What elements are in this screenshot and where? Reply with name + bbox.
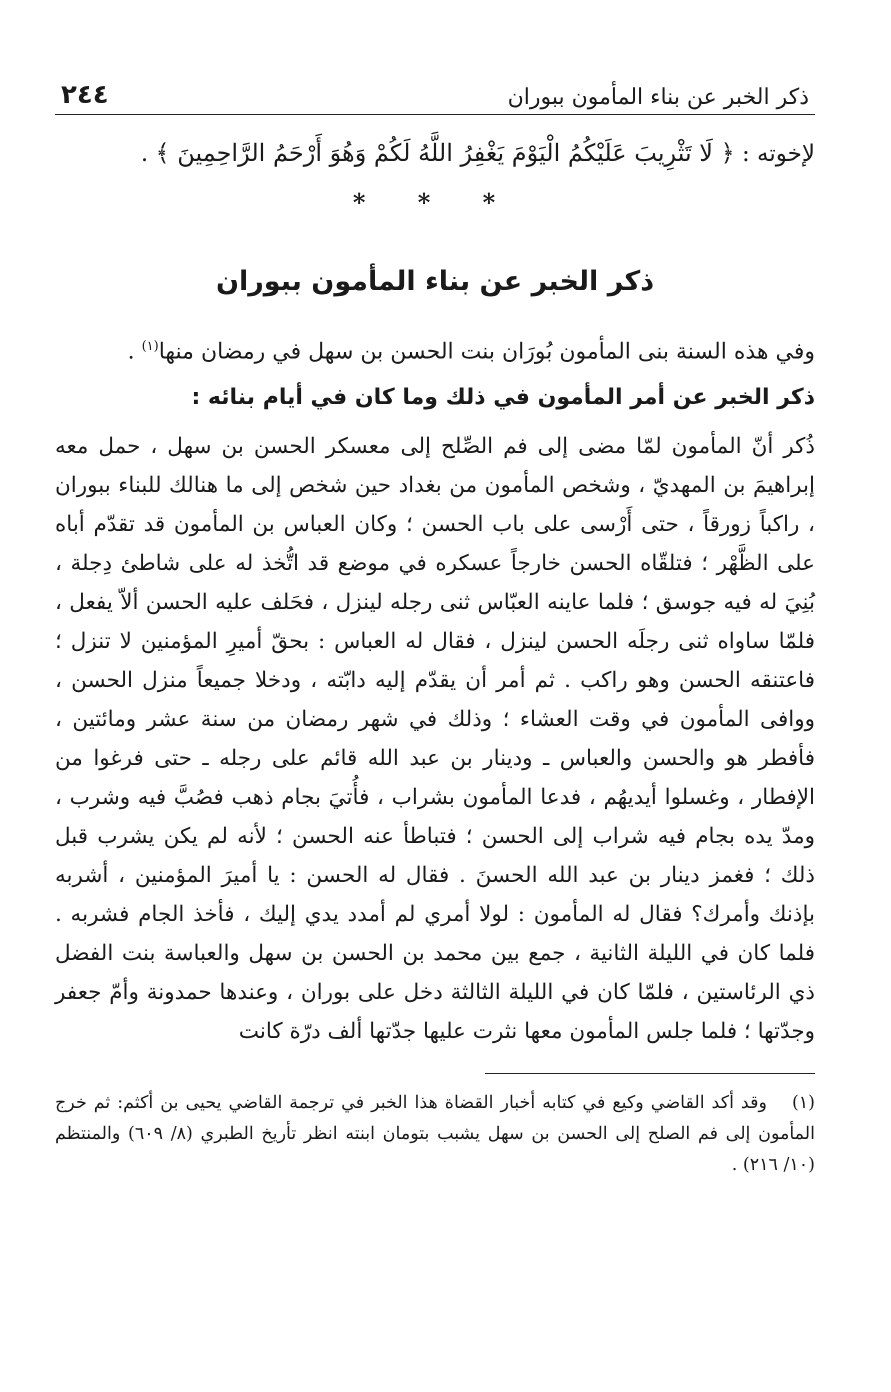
footnote-marker: (١) bbox=[141, 339, 159, 354]
verse-end: . bbox=[140, 141, 149, 167]
quran-verse-line bbox=[55, 133, 815, 174]
running-title: ذكر الخبر عن بناء المأمون ببوران bbox=[507, 85, 809, 110]
footnote-divider bbox=[485, 1073, 815, 1074]
intro-text: وفي هذه السنة بنى المأمون بُورَان بنت الحسن بن سهل في رمضان منها bbox=[158, 339, 815, 365]
book-page bbox=[55, 60, 815, 1181]
footnote-text: وقد أكد القاضي وكيع في كتابه أخبار القضاة هذا الخبر في ترجمة القاضي يحيى بن أكثم: ثم خرج المأمون إلى فم الصلح إلى الحسن بن سهل يشبب بتومان ابنته انظر تأريخ الطبري (٨/ ٦٠٩) والمنتظم (١٠/ ٢١٦) . bbox=[55, 1093, 815, 1176]
intro-paragraph bbox=[55, 326, 815, 373]
body-paragraph: ذُكر أنّ المأمون لمّا مضى إلى فم الصِّلح إلى معسكر الحسن بن سهل ، حمل معه إبراهيمَ بن المهديّ ، وشخص المأمون من بغداد حين شخص إلى ما هنالك للبناء ببوران ، راكباً زورقاً ، حتى أَرْسى على باب الحسن ؛ وكان العباس بن المأمون قد تقدّم أباه على الظَّهْر ؛ فتلقّاه الحسن خارجاً عسكره في موضع قد اتُّخذ له على شاطئ دِجلة ، بُنِيَ له فيه جوسق ؛ فلما عاينه العبّاس ثنى رجله لينزل ، فحَلف عليه الحسن ألاّ يفعل ، فلمّا ساواه ثنى رجلَه الحسن لينزل ، فقال له العباس : بحقّ أميرِ المؤمنين لا تنزل ؛ فاعتنقه الحسن وهو راكب . ثم أمر أن يقدّم إليه دابّته ، ودخلا جميعاً منزل الحسن ، ووافى المأمون في وقت العشاء ؛ وذلك في شهر رمضان من سنة عشر ومائتين ، فأفطر هو والحسن والعباس ـ ودينار بن عبد الله قائم على رجله ـ حتى فرغوا من الإفطار ، وغسلوا أيديهُم ، فدعا المأمون بشراب ، فأُتيَ بجام ذهب فصُبَّ فيه وشرب ، ومدّ يده بجام فيه شراب إلى الحسن ؛ فتباطأ عنه الحسن ؛ لأنه لم يكن يشرب قبل ذلك ؛ فغمز دينار بن عبد الله الحسنَ . فقال له الحسن : يا أميرَ المؤمنين ، أشربه بإذنك وأمرك؟ فقال له المأمون : لولا أمري لم أمدد يدي إليك ، فأخذ الجام فشربه . فلما كان في الليلة الثانية ، جمع بين محمد بن الحسن بن سهل والعباسة بنت الفضل ذي الرئاستين ، فلمّا كان في الليلة الثالثة دخل على بوران ، وعندها حمدونة وأمّ جعفر وجدّتها ؛ فلما جلس المأمون معها نثرت عليها جدّتها ألف درّة كانت bbox=[55, 434, 815, 1045]
section-separator: * * * bbox=[352, 188, 518, 217]
footnote-number: (١) bbox=[791, 1093, 815, 1114]
page-number: ٢٤٤ bbox=[61, 80, 109, 110]
verse-quote: ﴿ لَا تَثْرِيبَ عَلَيْكُمُ الْيَوْمَ يَغْفِرُ اللَّهُ لَكُمْ وَهُوَ أَرْحَمُ الرَّاحِمِينَ ﴾ bbox=[155, 139, 735, 167]
running-header bbox=[55, 60, 815, 115]
sub-heading: ذكر الخبر عن أمر المأمون في ذلك وما كان في أيام بنائه : bbox=[191, 385, 815, 411]
section-title: ذكر الخبر عن بناء المأمون ببوران bbox=[215, 266, 655, 297]
intro-end: . bbox=[127, 339, 135, 365]
verse-lead: لإخوته : bbox=[741, 141, 815, 167]
footnote bbox=[55, 1088, 815, 1181]
